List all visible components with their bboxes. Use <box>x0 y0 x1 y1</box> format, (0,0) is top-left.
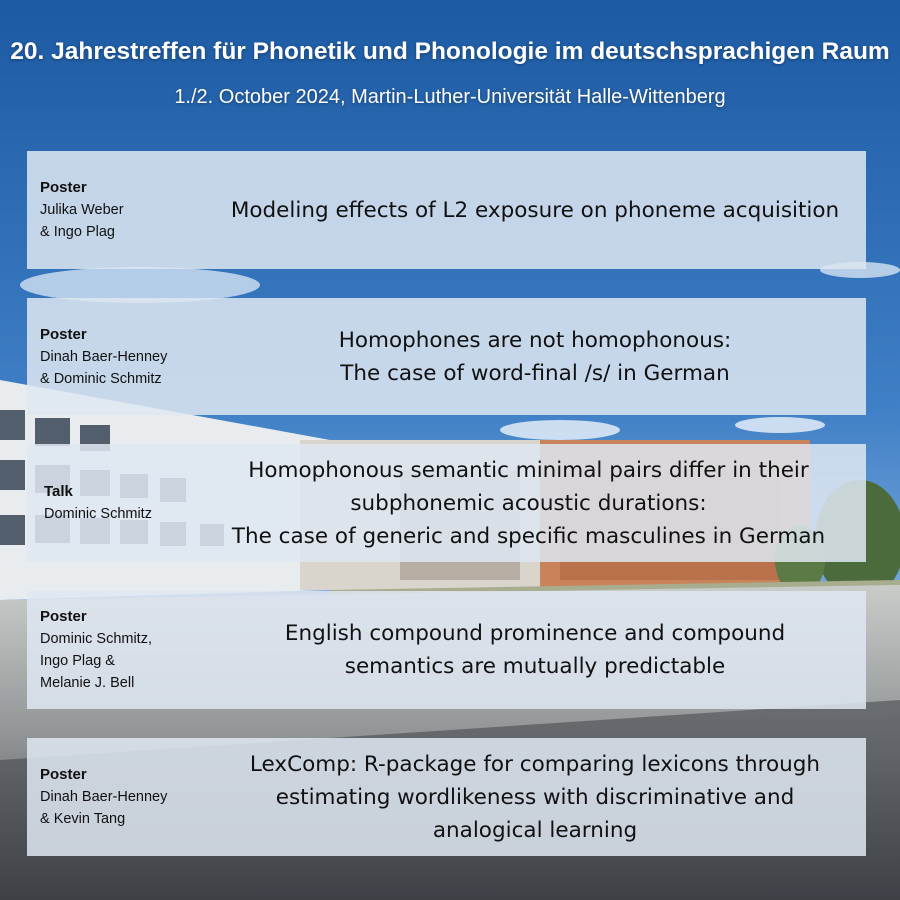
conference-date-venue: 1./2. October 2024, Martin-Luther-Universität Halle-Wittenberg <box>174 86 726 108</box>
contribution-meta <box>40 738 167 856</box>
conference-title: 20. Jahrestreffen für Phonetik und Phonologie im deutschsprachigen Raum <box>10 38 890 65</box>
contribution-authors: Dinah Baer-Henney & Dominic Schmitz <box>40 348 168 387</box>
contribution-meta <box>40 151 124 269</box>
contribution-meta <box>40 298 167 415</box>
contribution-authors: Dominic Schmitz <box>44 506 152 522</box>
contribution-card <box>27 444 866 562</box>
contribution-type: Poster <box>40 766 87 783</box>
contribution-meta <box>44 444 152 562</box>
contribution-authors: Dinah Baer-Henney & Kevin Tang <box>40 789 168 827</box>
contribution-meta <box>40 591 152 709</box>
contribution-card <box>27 151 866 269</box>
contribution-title: Modeling effects of L2 exposure on phoneme acquisition <box>230 197 840 223</box>
contribution-type: Poster <box>40 325 87 343</box>
contribution-type: Poster <box>40 608 87 625</box>
contribution-title: Homophonous semantic minimal pairs differ in their subphonemic acoustic durations: The case of generic and specific masculines in German <box>231 457 826 549</box>
contribution-title: Homophones are not homophonous: The case of word-final /s/ in German <box>338 327 732 386</box>
contribution-title: English compound prominence and compound semantics are mutually predictable <box>284 621 786 679</box>
contribution-authors: Julika Weber & Ingo Plag <box>40 202 124 240</box>
contribution-card <box>27 591 866 709</box>
contribution-authors: Dominic Schmitz, Ingo Plag & Melanie J. Bell <box>40 631 152 691</box>
contribution-type: Talk <box>44 483 73 500</box>
contribution-card <box>27 738 866 856</box>
contribution-title: LexComp: R-package for comparing lexicons through estimating wordlikeness with discriminative and analogical learning <box>249 751 821 843</box>
contribution-type: Poster <box>40 179 87 196</box>
contribution-card <box>27 298 866 415</box>
